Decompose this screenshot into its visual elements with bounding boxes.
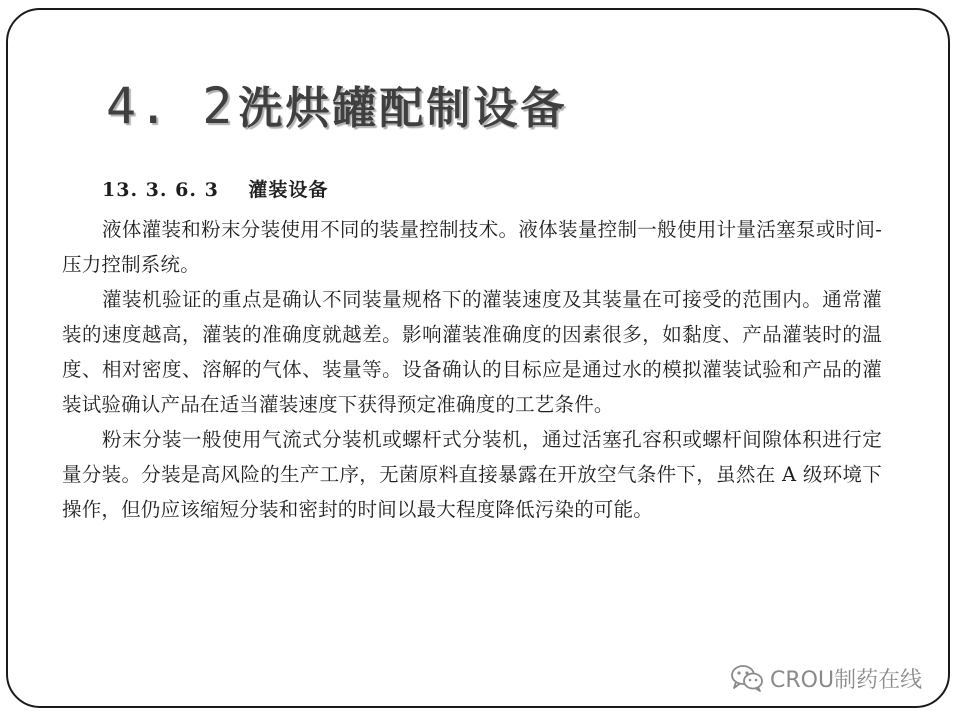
paragraph-liquid-filling: 液体灌装和粉末分装使用不同的装量控制技术。液体装量控制一般使用计量活塞泵或时间-压力控制系统。 [62,218,882,276]
title-text: 洗烘罐配制设备 [238,83,568,134]
section-heading [102,174,882,206]
title-number: 4. 2 [106,77,235,135]
paragraph-powder-dispensing: 粉末分装一般使用气流式分装机或螺杆式分装机，通过活塞孔容积或螺杆间隙体积进行定量分装。分装是高风险的生产工序，无菌原料直接暴露在开放空气条件下，虽然在 A 级环境下操作，但仍应该缩短分装和密封的时间以最大程度降低污染的可能。 [62,428,882,521]
section-title: 灌装设备 [248,179,329,201]
slide-title [106,72,567,142]
watermark [730,660,922,696]
section-number: 13. 3. 6. 3 [102,179,219,201]
wechat-icon [730,663,764,693]
watermark-text: CROU制药在线 [770,667,923,693]
paragraph-filling-validation: 灌装机验证的重点是确认不同装量规格下的灌装速度及其装量在可接受的范围内。通常灌装的速度越高，灌装的准确度就越差。影响灌装准确度的因素很多，如黏度、产品灌装时的温度、相对密度、溶解的气体、装量等。设备确认的目标应是通过水的模拟灌装试验和产品的灌装试验确认产品在适当灌装速度下获得预定准确度的工艺条件。 [62,288,882,416]
scanned-document [62,174,882,527]
